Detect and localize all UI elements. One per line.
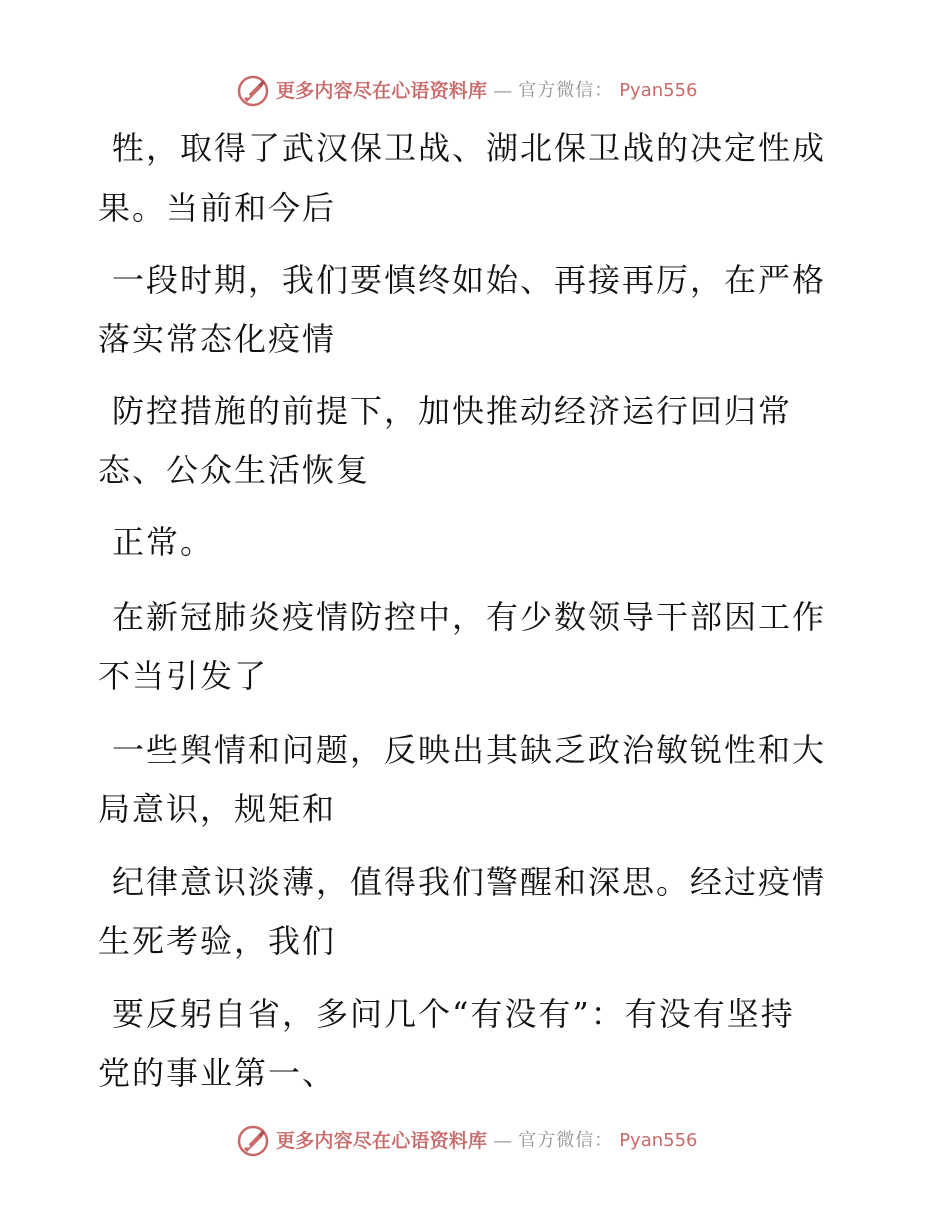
text-line-3: 一段时期，我们要慎终如始、再接再厉，在严格: [112, 261, 827, 299]
text-line-7: 正常。: [112, 523, 215, 561]
text-line-9: 不当引发了: [98, 657, 269, 695]
header-watermark: [236, 71, 698, 111]
text-line-4: 落实常态化疫情: [98, 320, 337, 358]
watermark-account-id: Pyan556: [619, 80, 698, 101]
text-line-8: 在新冠肺炎疫情防控中，有少数领导干部因工作: [112, 598, 827, 636]
watermark-sub-text: 官方微信：: [518, 1130, 614, 1151]
watermark-dash: —: [493, 79, 513, 102]
text-line-12: 纪律意识淡薄，值得我们警醒和深思。经过疫情: [112, 863, 827, 901]
watermark-sub-text: 官方微信：: [518, 80, 614, 101]
text-line-2: 果。当前和今后: [98, 189, 337, 227]
footer-watermark: [236, 1121, 698, 1161]
watermark-dash: —: [493, 1129, 513, 1152]
text-line-14: 要反躬自省，多问几个“有没有”：有没有坚持: [112, 995, 795, 1033]
watermark-account-id: Pyan556: [619, 1130, 698, 1151]
document-body: [98, 118, 848, 1098]
watermark-site-text: 更多内容尽在心语资料库: [276, 1129, 488, 1152]
pen-nib-circle-icon: [236, 1124, 270, 1158]
text-line-6: 态、公众生活恢复: [98, 451, 371, 489]
text-line-15: 党的事业第一、: [98, 1054, 337, 1092]
text-line-5: 防控措施的前提下，加快推动经济运行回归常: [112, 392, 793, 430]
text-line-1: 牲，取得了武汉保卫战、湖北保卫战的决定性成: [112, 129, 827, 167]
pen-nib-circle-icon: [236, 74, 270, 108]
text-line-11: 局意识，规矩和: [98, 790, 337, 828]
text-line-10: 一些舆情和问题，反映出其缺乏政治敏锐性和大: [112, 731, 827, 769]
text-line-13: 生死考验，我们: [98, 922, 337, 960]
watermark-site-text: 更多内容尽在心语资料库: [276, 79, 488, 102]
